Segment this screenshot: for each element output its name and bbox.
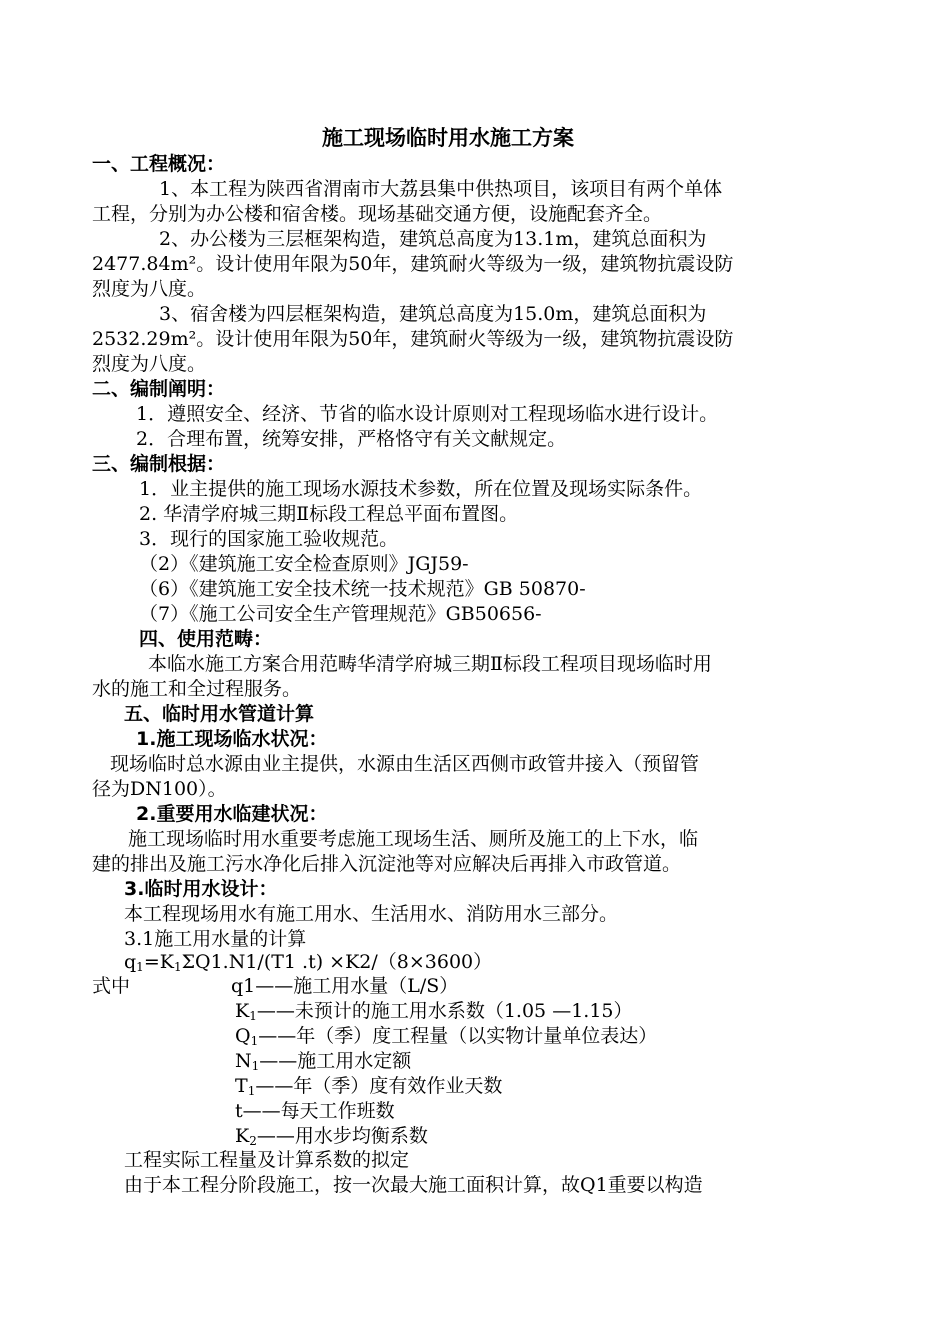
- def-item: $Q_1——$年（季）度工程量（以实物计量单位表达）: [235, 1025, 658, 1048]
- def-item: $K_2——$用水步均衡系数: [235, 1125, 428, 1148]
- def-item: t——每天工作班数: [235, 1100, 395, 1122]
- s1-p3-line-2: 2532.29m²。设计使用年限为50年，建筑耐火等级为一级，建筑物抗震设防: [92, 328, 734, 350]
- where-label: 式中: [92, 975, 131, 997]
- s5-p4: 工程实际工程量及计算系数的拟定: [124, 1149, 410, 1171]
- section-2-heading: 二、编制阐明：: [92, 378, 226, 400]
- s5-p2-line-2: 建的排出及施工污水净化后排入沉淀池等对应解决后再排入市政管道。: [92, 853, 682, 875]
- s5-p1-line-2: 径为DN100）。: [92, 778, 227, 800]
- def-item: $N_1——$施工用水定额: [235, 1050, 412, 1073]
- def-item: q1——施工用水量（L/S）: [231, 975, 459, 997]
- s1-p2-line-3: 烈度为八度。: [92, 278, 207, 300]
- formula-line: $q_1=K_1\Sigma Q1.N1/(T1$ .t) ×K2/（8×3600）: [124, 951, 493, 974]
- s5-sub-3-1: 3.1施工用水量的计算: [124, 928, 307, 950]
- s5-p5: 由于本工程分阶段施工，按一次最大施工面积计算，故Q1重要以构造: [124, 1174, 703, 1196]
- s2-item-1: 1．遵照安全、经济、节省的临水设计原则对工程现场临水进行设计。: [136, 403, 719, 425]
- s3-item-5: （6）《建筑施工安全技术统一技术规范》GB 50870-: [139, 578, 586, 600]
- document-title: 施工现场临时用水施工方案: [322, 126, 574, 150]
- section-3-heading: 三、编制根据：: [92, 453, 226, 475]
- s1-p3-line-1: 3、宿舍楼为四层框架构造，建筑总高度为15.0m，建筑总面积为: [159, 303, 707, 325]
- s4-p-line-2: 水的施工和全过程服务。: [92, 678, 302, 700]
- s5-p1-line-1: 现场临时总水源由业主提供，水源由生活区西侧市政管井接入（预留管: [110, 753, 700, 775]
- s5-sub-1-heading: 1.施工现场临水状况：: [136, 728, 328, 750]
- s5-p2-line-1: 施工现场临时用水重要考虑施工现场生活、厕所及施工的上下水，临: [128, 828, 699, 850]
- s4-p-line-1: 本临水施工方案合用范畴华清学府城三期Ⅱ标段工程项目现场临时用: [148, 653, 712, 675]
- def-item: $T_1——$年（季）度有效作业天数: [235, 1075, 503, 1098]
- section-4-heading: 四、使用范畴：: [139, 628, 273, 650]
- s1-p2-line-1: 2、办公楼为三层框架构造，建筑总高度为13.1m，建筑总面积为: [159, 228, 707, 250]
- def-item: $K_1——$未预计的施工用水系数（1.05 —1.15）: [235, 1000, 633, 1023]
- s3-item-3: 3．现行的国家施工验收规范。: [139, 528, 399, 550]
- s3-item-2: 2. 华清学府城三期Ⅱ标段工程总平面布置图。: [139, 503, 519, 525]
- s3-item-6: （7）《施工公司安全生产管理规范》GB50656-: [139, 603, 542, 625]
- s2-item-2: 2．合理布置，统筹安排，严格恪守有关文献规定。: [136, 428, 567, 450]
- s1-p1-line-1: 1、本工程为陕西省渭南市大荔县集中供热项目，该项目有两个单体: [159, 178, 723, 200]
- section-5-heading: 五、临时用水管道计算: [124, 703, 315, 725]
- s5-sub-2-heading: 2.重要用水临建状况：: [136, 803, 328, 825]
- s3-item-1: 1．业主提供的施工现场水源技术参数，所在位置及现场实际条件。: [139, 478, 703, 500]
- s5-sub-3-heading: 3.临时用水设计：: [124, 878, 278, 900]
- section-1-heading: 一、工程概况：: [92, 153, 226, 175]
- s1-p2-line-2: 2477.84m²。设计使用年限为50年，建筑耐火等级为一级，建筑物抗震设防: [92, 253, 734, 275]
- s3-item-4: （2）《建筑施工安全检查原则》JGJ59-: [139, 553, 469, 575]
- s1-p3-line-3: 烈度为八度。: [92, 353, 207, 375]
- s1-p1-line-2: 工程，分别为办公楼和宿舍楼。现场基础交通方便，设施配套齐全。: [92, 203, 663, 225]
- s5-p3: 本工程现场用水有施工用水、生活用水、消防用水三部分。: [124, 903, 619, 925]
